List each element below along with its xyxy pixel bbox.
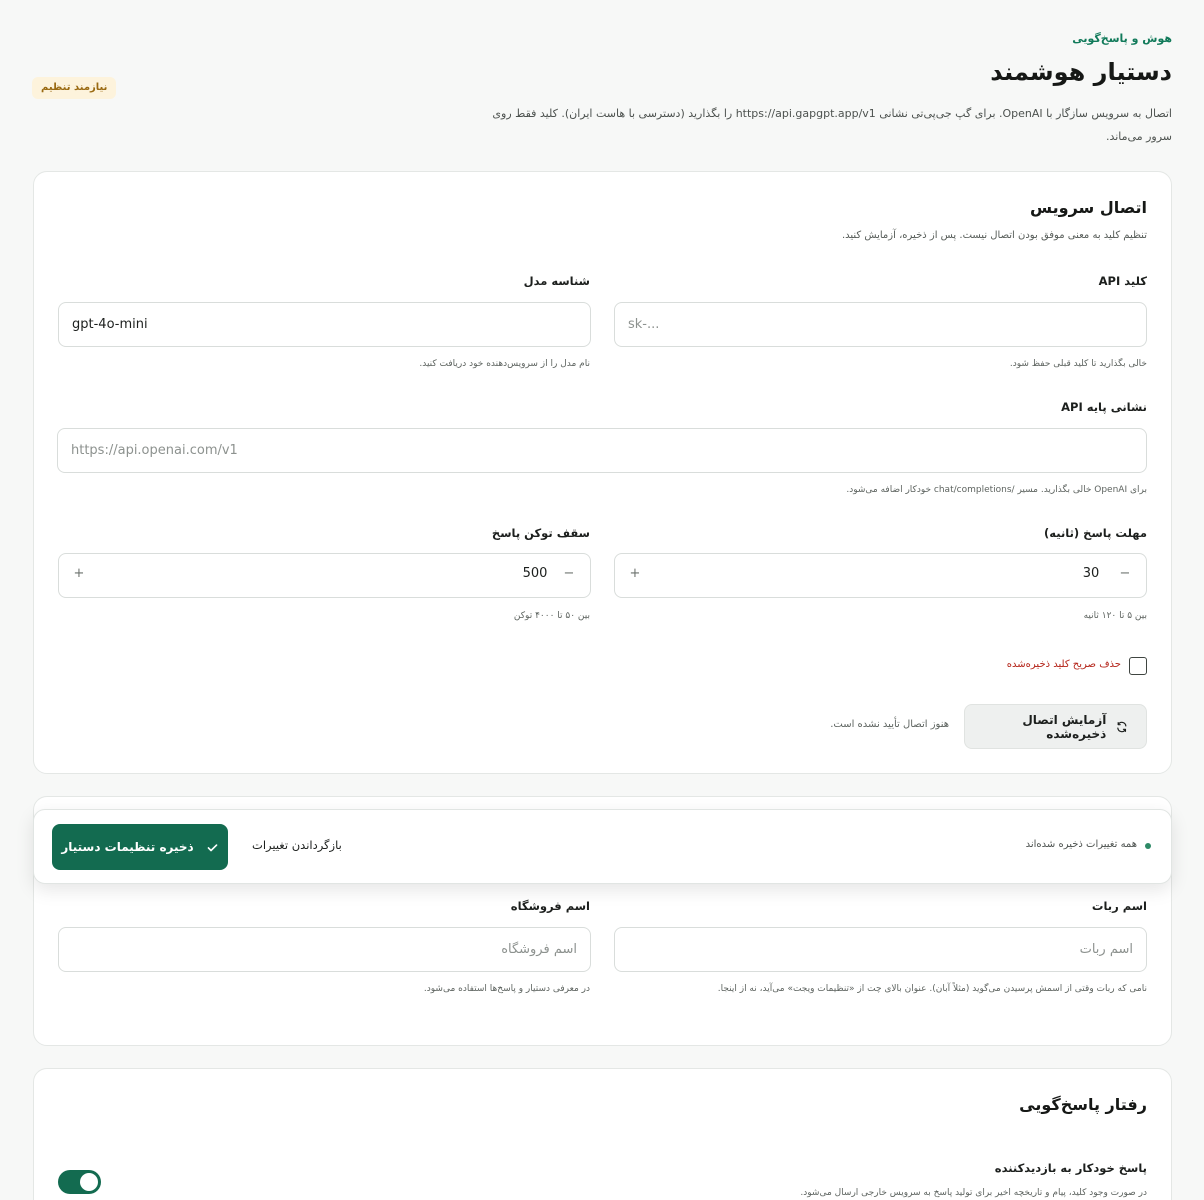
- model-hint: نام مدل را از سرویس‌دهنده خود دریافت کنید.: [419, 359, 590, 369]
- max-tokens-value[interactable]: 500: [522, 566, 548, 581]
- saved-status-text: همه تغییرات ذخیره شده‌اند: [1025, 839, 1137, 850]
- behavior-title: رفتار پاسخ‌گویی: [1019, 1095, 1147, 1114]
- base-url-label: نشانی پایه API: [1061, 400, 1147, 414]
- bot-name-label: اسم ربات: [1091, 899, 1147, 913]
- bot-name-input[interactable]: اسم ربات: [614, 927, 1147, 972]
- api-key-input[interactable]: sk-...: [614, 302, 1147, 347]
- base-url-hint: برای OpenAI خالی بگذارید. مسیر /chat/completions خودکار اضافه می‌شود.: [846, 485, 1147, 495]
- base-url-input[interactable]: https://api.openai.com/v1: [57, 428, 1147, 473]
- page-description: اتصال به سرویس سازگار با OpenAI. برای گپ جی‌پی‌تی نشانی https://api.gapgpt.app/v1 را بگذارید (دسترسی با هاست ایران). کلید فقط روی سرور می‌ماند.: [492, 107, 1172, 143]
- timeout-label: مهلت پاسخ (ثانیه): [1044, 526, 1147, 540]
- connection-card: [33, 171, 1172, 774]
- api-key-label: کلید API: [1098, 274, 1147, 288]
- max-tokens-increment-button[interactable]: +: [73, 566, 85, 581]
- save-bar: [33, 809, 1172, 884]
- check-icon: [206, 841, 219, 854]
- saved-status-dot: [1145, 843, 1151, 849]
- max-tokens-decrement-button[interactable]: −: [563, 566, 575, 581]
- shop-name-label: اسم فروشگاه: [510, 899, 590, 913]
- revert-changes-button[interactable]: بازگرداندن تغییرات: [252, 838, 342, 852]
- timeout-decrement-button[interactable]: −: [1119, 566, 1131, 581]
- test-connection-label: آزمایش اتصال ذخیره‌شده: [1022, 712, 1107, 741]
- timeout-value[interactable]: 30: [1082, 566, 1100, 581]
- timeout-hint: بین ۵ تا ۱۲۰ ثانیه: [1083, 611, 1147, 621]
- max-tokens-stepper[interactable]: [58, 553, 591, 598]
- model-label: شناسه مدل: [523, 274, 590, 288]
- shop-name-hint: در معرفی دستیار و پاسخ‌ها استفاده می‌شود.: [423, 984, 590, 994]
- max-tokens-label: سقف توکن پاسخ: [491, 526, 590, 540]
- connection-title: اتصال سرویس: [1030, 198, 1147, 217]
- status-badge: نیازمند تنظیم: [32, 77, 116, 99]
- bot-name-hint: نامی که ربات وقتی از اسمش پرسیدن می‌گوید (مثلاً آبان). عنوان بالای چت از «تنظیمات ویجت» می‌آید، نه از اینجا.: [717, 984, 1147, 994]
- shop-name-input[interactable]: اسم فروشگاه: [58, 927, 591, 972]
- max-tokens-hint: بین ۵۰ تا ۴۰۰۰ توکن: [513, 611, 590, 621]
- connection-subtitle: تنظیم کلید به معنی موفق بودن اتصال نیست. پس از ذخیره، آزمایش کنید.: [841, 230, 1147, 241]
- timeout-stepper[interactable]: [614, 553, 1147, 598]
- delete-key-label[interactable]: حذف صریح کلید ذخیره‌شده: [1006, 659, 1121, 670]
- breadcrumb[interactable]: هوش و پاسخ‌گویی: [1072, 32, 1172, 45]
- auto-reply-hint: در صورت وجود کلید، پیام و تاریخچه اخیر برای تولید پاسخ به سرویس خارجی ارسال می‌شود.: [800, 1188, 1147, 1198]
- test-connection-status: هنوز اتصال تأیید نشده است.: [830, 719, 949, 730]
- auto-reply-label: پاسخ خودکار به بازدیدکننده: [994, 1161, 1147, 1175]
- page-title: دستیار هوشمند: [990, 58, 1172, 86]
- delete-key-checkbox[interactable]: [1129, 657, 1147, 675]
- test-connection-button[interactable]: [964, 704, 1147, 749]
- toggle-knob: [80, 1173, 98, 1191]
- refresh-icon: [1116, 720, 1128, 734]
- timeout-increment-button[interactable]: +: [629, 566, 641, 581]
- api-key-hint: خالی بگذارید تا کلید قبلی حفظ شود.: [1009, 359, 1147, 369]
- save-settings-label: ذخیره تنظیمات دستیار: [61, 840, 194, 854]
- auto-reply-toggle[interactable]: [58, 1170, 101, 1194]
- model-input[interactable]: gpt-4o-mini: [58, 302, 591, 347]
- save-settings-button[interactable]: [52, 824, 228, 870]
- behavior-card: [33, 1068, 1172, 1200]
